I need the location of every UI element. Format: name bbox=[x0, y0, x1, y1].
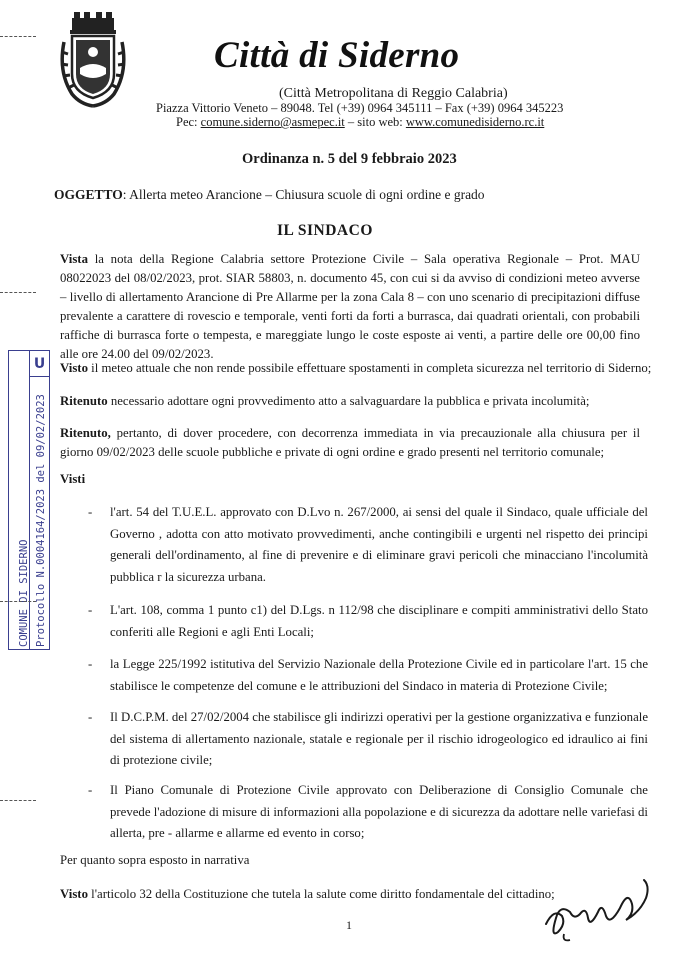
bullet-dash: - bbox=[88, 657, 93, 671]
subject-line bbox=[54, 187, 485, 203]
page-number: 1 bbox=[346, 918, 352, 932]
paragraph-visto-meteo bbox=[60, 359, 652, 378]
paragraph-label: Ritenuto, bbox=[60, 426, 111, 440]
paragraph-text: pertanto, di dover procedere, con decorrenza immediata in via precauzionale alla chiusura per il giorno 09/02/2023 delle scuole pubbliche e private di ogni ordine e grado presenti nel territorio comunale; bbox=[60, 426, 640, 459]
list-item bbox=[88, 600, 648, 643]
paragraph-label: Vista bbox=[60, 252, 88, 266]
paragraph-vista bbox=[60, 250, 640, 364]
municipal-crest-icon bbox=[58, 12, 128, 110]
bullet-dash: - bbox=[88, 505, 93, 519]
list-item bbox=[88, 707, 648, 772]
website-link[interactable]: www.comunedisiderno.rc.it bbox=[405, 115, 545, 129]
paragraph-text: necessario adottare ogni provvedimento atto a salvaguardare la pubblica e privata incolumità; bbox=[107, 394, 590, 408]
pec-email-link[interactable]: comune.siderno@asmepec.it bbox=[200, 115, 345, 129]
header-contacts bbox=[176, 115, 544, 130]
margin-mark bbox=[0, 292, 36, 293]
list-item bbox=[88, 780, 648, 845]
subject-label: OGGETTO bbox=[54, 187, 123, 202]
list-item bbox=[88, 654, 648, 697]
paragraph-ritenuto-1 bbox=[60, 392, 640, 411]
handwritten-signature-icon bbox=[540, 868, 660, 948]
bullet-dash: - bbox=[88, 603, 93, 617]
bullet-dash: - bbox=[88, 710, 93, 724]
paragraph-label: Visto bbox=[60, 361, 88, 375]
bullet-dash: - bbox=[88, 783, 93, 797]
margin-mark bbox=[0, 601, 36, 602]
section-heading-sindaco: IL SINDACO bbox=[277, 222, 373, 239]
protocol-stamp bbox=[8, 350, 50, 650]
list-item-text: la Legge 225/1992 istitutiva del Servizio Nazionale della Protezione Civile ed in particolare l'art. 15 che stabilisce le competenze del comune e le attribuzioni del Sindaco in materia di Protezione Civile; bbox=[110, 657, 648, 693]
list-item-text: Il Piano Comunale di Protezione Civile approvato con Deliberazione di Consiglio Comunale che prevede l'adozione di misure di informazioni alla popolazione e di sicurezza da adottare nelle variefasi di allerta, pre - allarme e allarme ed evento in corso; bbox=[110, 783, 648, 840]
paragraph-label: Visto bbox=[60, 887, 88, 901]
margin-mark bbox=[0, 800, 36, 801]
stamp-comune: COMUNE DI SIDERNO bbox=[18, 539, 30, 647]
paragraph-text: la nota della Regione Calabria settore Protezione Civile – Sala operativa Regionale – Prot. MAU 08022023 del 08/02/2023, prot. SIAR 58803, n. documento 45, con cui si da avviso di condizioni meteo avverse – livello di allertamento Arancione di Pre Allarme per la zona Cala 8 – con uno scenario di precipitazioni diffuse prevalente a carattere di rovescio e temporale, venti forti da forti a burrasca, dai quadrati orientali, con probabili raffiche di burrasca forte o tempesta, e mareggiate lungo le coste esposte ai venti, a partire delle ore 00,00 fino alle ore 24.00 del 09/02/2023. bbox=[60, 252, 640, 361]
list-item bbox=[88, 502, 648, 588]
header-subtitle: (Città Metropolitana di Reggio Calabria) bbox=[279, 86, 508, 101]
paragraph-text: il meteo attuale che non rende possibile effettuare spostamenti in completa sicurezza nel territorio di Siderno; bbox=[87, 361, 652, 375]
margin-mark bbox=[0, 36, 36, 37]
site-label: – sito web: bbox=[344, 115, 406, 129]
list-item-text: l'art. 54 del T.U.E.L. approvato con D.Lvo n. 267/2000, ai sensi del quale il Sindaco, quale ufficiale del Governo , adotta con atto motivato provvedimenti, anche contingibili e urgenti nel rispetto dei principi generali dell'ordinamento, al fine di prevenire e di eliminare gravi pericoli che minacciano l'incolumità pubblica r la sicurezza urbana. bbox=[110, 505, 648, 584]
paragraph-text: l'articolo 32 della Costituzione che tutela la salute come diritto fondamentale del cittadino; bbox=[87, 887, 555, 901]
subject-text: : Allerta meteo Arancione – Chiusura scuole di ogni ordine e grado bbox=[122, 187, 485, 202]
pec-label: Pec: bbox=[176, 115, 201, 129]
header-address: Piazza Vittorio Veneto – 89048. Tel (+39) 0964 345111 – Fax (+39) 0964 345223 bbox=[156, 101, 564, 115]
ordinanza-number: Ordinanza n. 5 del 9 febbraio 2023 bbox=[242, 151, 457, 167]
stamp-protocol-number: Protocollo N.0004164/2023 del 09/02/2023 bbox=[35, 394, 47, 647]
list-item-text: L'art. 108, comma 1 punto c1) del D.Lgs. n 112/98 che disciplinare e compiti amministrativi dello Stato conferiti alle Regioni e agli Enti Locali; bbox=[110, 603, 648, 639]
list-item-text: Il D.C.P.M. del 27/02/2004 che stabilisce gli indirizzi operativi per la gestione organizzativa e funzionale del sistema di allertamento nazionale, statale e regionale per il rischio idrogeologico ed idraulico ai fini di protezione civile; bbox=[110, 710, 648, 767]
visti-heading: Visti bbox=[60, 472, 86, 486]
paragraph-ritenuto-2 bbox=[60, 424, 640, 462]
city-title: Città di Siderno bbox=[214, 35, 460, 76]
paragraph-per-quanto: Per quanto sopra esposto in narrativa bbox=[60, 853, 250, 867]
paragraph-label: Ritenuto bbox=[60, 394, 108, 408]
stamp-badge: U bbox=[29, 351, 50, 377]
